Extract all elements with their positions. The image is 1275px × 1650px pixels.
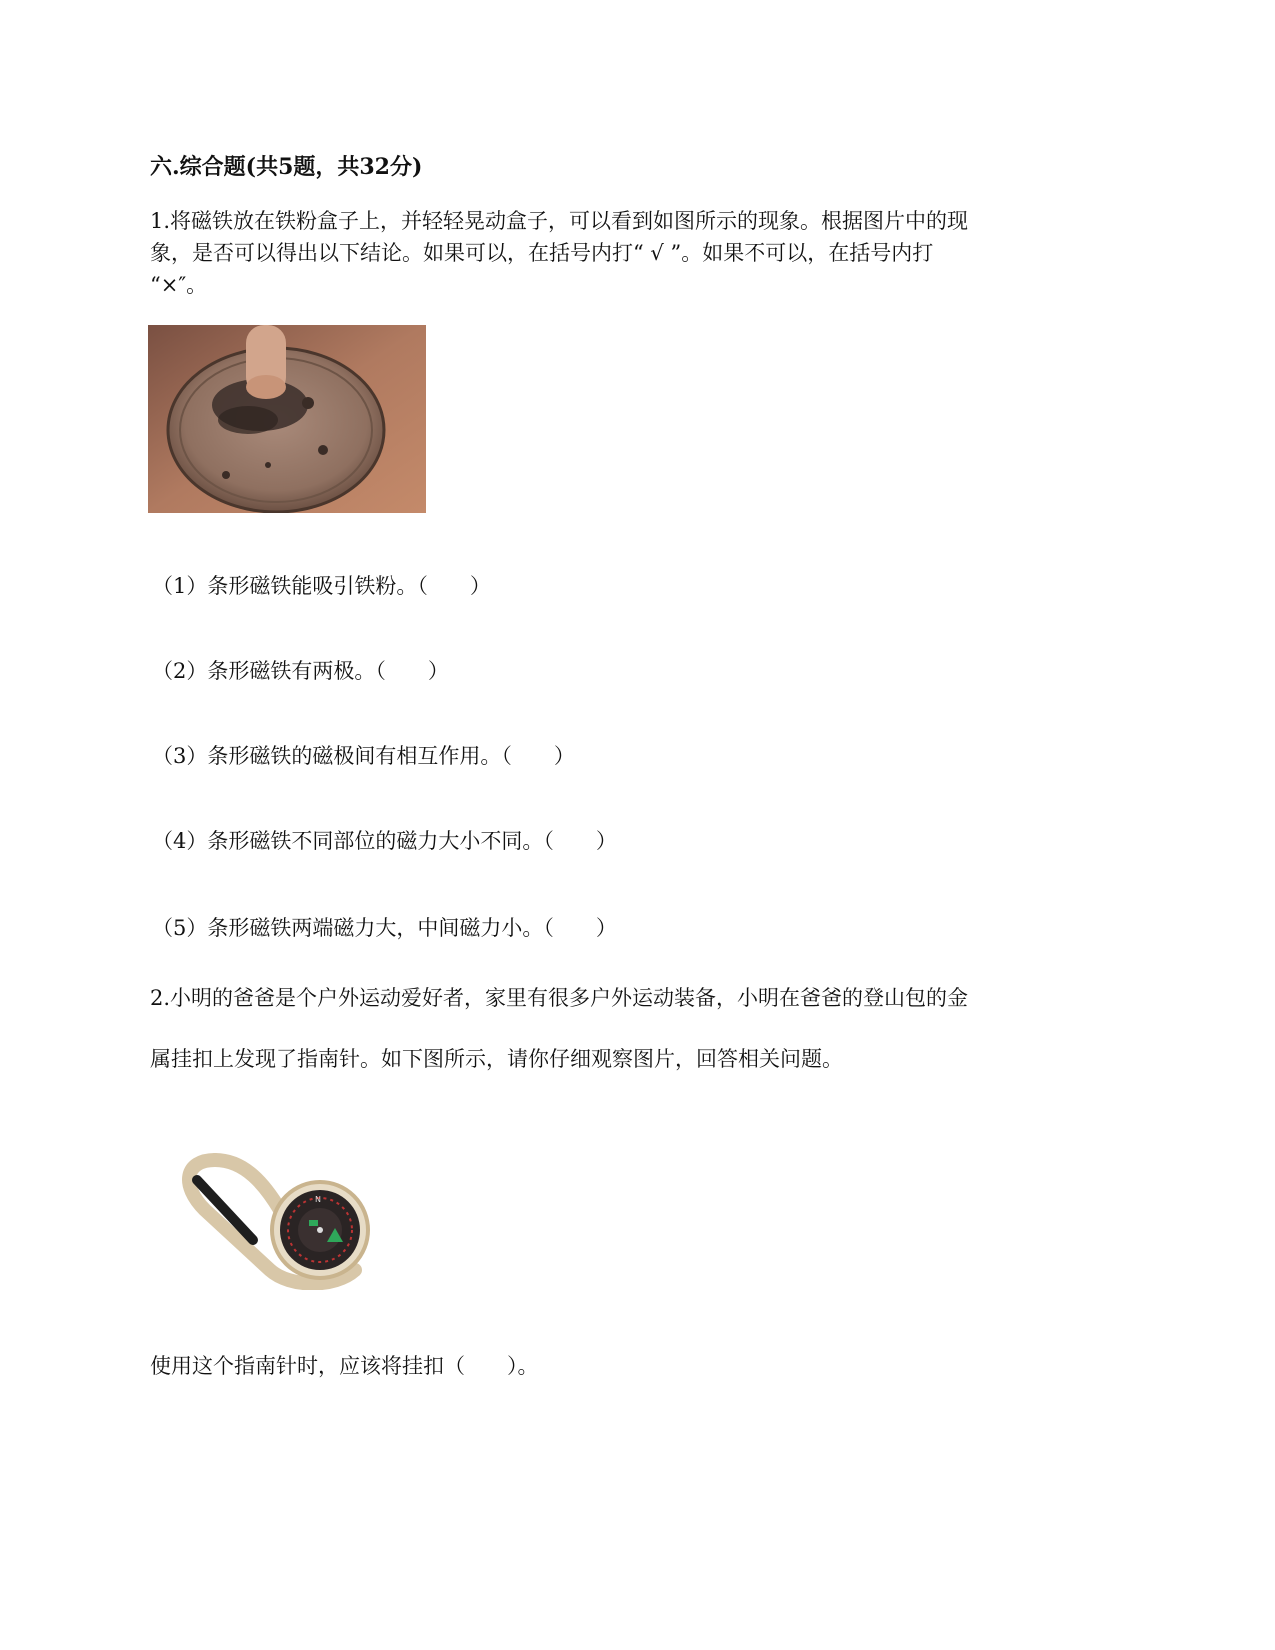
question-1-line-1: 1.将磁铁放在铁粉盒子上，并轻轻晃动盒子，可以看到如图所示的现象。根据图片中的现 [150, 209, 969, 233]
question-1-item-3: （3）条形磁铁的磁极间有相互作用。（ ） [152, 744, 575, 768]
question-1-item-2: （2）条形磁铁有两极。（ ） [152, 659, 449, 683]
question-2-line-2: 属挂扣上发现了指南针。如下图所示，请你仔细观察图片，回答相关问题。 [150, 1047, 843, 1071]
question-1-text [150, 205, 1130, 301]
question-1-item-5: （5）条形磁铁两端磁力大，中间磁力小。（ ） [152, 916, 617, 940]
svg-text:N: N [315, 1195, 321, 1204]
carabiner-compass-photo [175, 1140, 375, 1290]
section-title: 六.综合题(共5题，共32分) [150, 154, 423, 180]
question-1-item-1: （1）条形磁铁能吸引铁粉。（ ） [152, 574, 491, 598]
question-2-subquestion: 使用这个指南针时，应该将挂扣（ ）。 [150, 1354, 539, 1378]
magnet-iron-filings-icon [148, 325, 426, 513]
question-1-item-4: （4）条形磁铁不同部位的磁力大小不同。（ ） [152, 829, 617, 853]
question-1-line-2: 象，是否可以得出以下结论。如果可以，在括号内打“ √ ”。如果不可以，在括号内打 [150, 241, 934, 265]
magnet-iron-filings-photo [148, 325, 426, 513]
question-1-line-3: “×″。 [150, 273, 208, 297]
question-2-line-1: 2.小明的爸爸是个户外运动爱好者，家里有很多户外运动装备，小明在爸爸的登山包的金 [150, 986, 969, 1010]
carabiner-compass-icon [175, 1140, 375, 1290]
